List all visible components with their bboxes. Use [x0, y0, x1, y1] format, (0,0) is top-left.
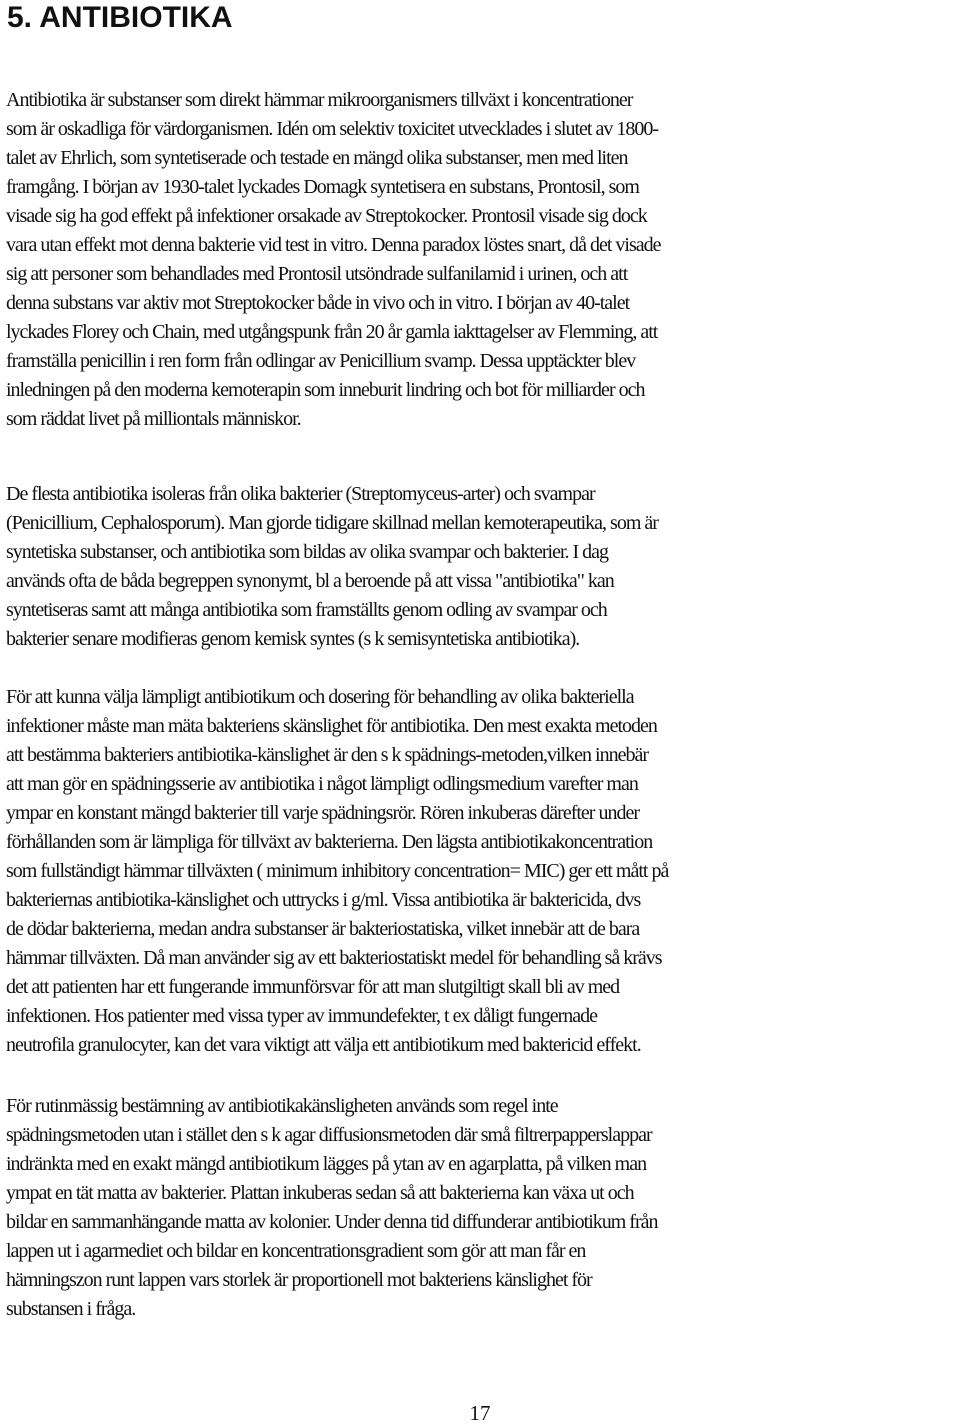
- text-line: som räddat livet på milliontals människor.: [6, 408, 301, 430]
- text-line: lyckades Florey och Chain, med utgångspunk från 20 år gamla iakttagelser av Flemming, att: [6, 321, 658, 343]
- text-line: substansen i fråga.: [6, 1298, 136, 1320]
- text-line: syntetiska substanser, och antibiotika som bildas av olika svampar och bakterier. I dag: [6, 541, 609, 563]
- paragraph-introduction: [6, 86, 956, 434]
- text-line: hämningszon runt lappen vars storlek är proportionell mot bakteriens känslighet för: [6, 1269, 592, 1291]
- text-line: hämmar tillväxten. Då man använder sig av ett bakteriostatiskt medel för behandling så krävs: [6, 947, 662, 969]
- text-line: syntetiseras samt att många antibiotika som framställts genom odling av svampar och: [6, 599, 607, 621]
- paragraph-sources: [6, 480, 956, 654]
- text-line: förhållanden som är lämpliga för tillväxt av bakterierna. Den lägsta antibiotikakoncentration: [6, 831, 653, 853]
- text-line: inledningen på den moderna kemoterapin som inneburit lindring och bot för milliarder och: [6, 379, 645, 401]
- text-line: används ofta de båda begreppen synonymt, bl a beroende på att vissa "antibiotika" kan: [6, 570, 614, 592]
- text-line: framgång. I början av 1930-talet lyckades Domagk syntetisera en substans, Prontosil, som: [6, 176, 639, 198]
- text-line: denna substans var aktiv mot Streptokocker både in vivo och in vitro. I början av 40-talet: [6, 292, 630, 314]
- text-line: framställa penicillin i ren form från odlingar av Penicillium svamp. Dessa upptäckter blev: [6, 350, 636, 372]
- text-line: som fullständigt hämmar tillväxten ( minimum inhibitory concentration= MIC) ger ett mått på: [6, 860, 669, 882]
- text-line: neutrofila granulocyter, kan det vara viktigt att välja ett antibiotikum med baktericid effekt.: [6, 1034, 641, 1056]
- text-line: visade sig ha god effekt på infektioner orsakade av Streptokocker. Prontosil visade sig dock: [6, 205, 647, 227]
- text-line: att bestämma bakteriers antibiotika-känslighet är den s k spädnings-metoden,vilken innebär: [6, 744, 649, 766]
- text-line: bildar en sammanhängande matta av kolonier. Under denna tid diffunderar antibiotikum från: [6, 1211, 658, 1233]
- text-line: vara utan effekt mot denna bakterie vid test in vitro. Denna paradox löstes snart, då det visade: [6, 234, 661, 256]
- text-line: att man gör en spädningsserie av antibiotika i något lämpligt odlingsmedium varefter man: [6, 773, 638, 795]
- paragraph-diffusion-method: [6, 1092, 956, 1324]
- text-line: ympar en konstant mängd bakterier till varje spädningsrör. Rören inkuberas därefter under: [6, 802, 639, 824]
- section-heading: 5. ANTIBIOTIKA: [7, 1, 233, 34]
- text-line: bakteriernas antibiotika-känslighet och uttrycks i g/ml. Vissa antibiotika är baktericida, dvs: [6, 889, 641, 911]
- text-line: Antibiotika är substanser som direkt hämmar mikroorganismers tillväxt i koncentrationer: [6, 89, 633, 111]
- text-line: För rutinmässig bestämning av antibiotikakänsligheten används som regel inte: [6, 1095, 558, 1117]
- text-line: det att patienten har ett fungerande immunförsvar för att man slutgiltigt skall bli av med: [6, 976, 620, 998]
- text-line: De flesta antibiotika isoleras från olika bakterier (Streptomyceus-arter) och svampar: [6, 483, 595, 505]
- text-line: bakterier senare modifieras genom kemisk syntes (s k semisyntetiska antibiotika).: [6, 628, 580, 650]
- text-line: de dödar bakterierna, medan andra substanser är bakteriostatiska, vilket innebär att de bara: [6, 918, 640, 940]
- text-line: För att kunna välja lämpligt antibiotikum och dosering för behandling av olika bakteriella: [6, 686, 634, 708]
- text-line: som är oskadliga för värdorganismen. Idén om selektiv toxicitet utvecklades i slutet av 1800-: [6, 118, 658, 140]
- text-line: infektioner måste man mäta bakteriens skänslighet för antibiotika. Den mest exakta metoden: [6, 715, 657, 737]
- text-line: infektionen. Hos patienter med vissa typer av immundefekter, t ex dåligt fungernade: [6, 1005, 597, 1027]
- text-line: spädningsmetoden utan i stället den s k agar diffusionsmetoden där små filtrerpapperslappar: [6, 1124, 652, 1146]
- text-line: ympat en tät matta av bakterier. Plattan inkuberas sedan så att bakterierna kan växa ut och: [6, 1182, 634, 1204]
- text-line: (Penicillium, Cephalosporum). Man gjorde tidigare skillnad mellan kemoterapeutika, som är: [6, 512, 658, 534]
- text-line: lappen ut i agarmediet och bildar en koncentrationsgradient som gör att man får en: [6, 1240, 586, 1262]
- page-number: 17: [469, 1401, 491, 1425]
- paragraph-dilution-method: [6, 683, 956, 1060]
- text-line: indränkta med en exakt mängd antibiotikum lägges på ytan av en agarplatta, på vilken man: [6, 1153, 647, 1175]
- text-line: talet av Ehrlich, som syntetiserade och testade en mängd olika substanser, men med liten: [6, 147, 628, 169]
- text-line: sig att personer som behandlades med Prontosil utsöndrade sulfanilamid i urinen, och att: [6, 263, 628, 285]
